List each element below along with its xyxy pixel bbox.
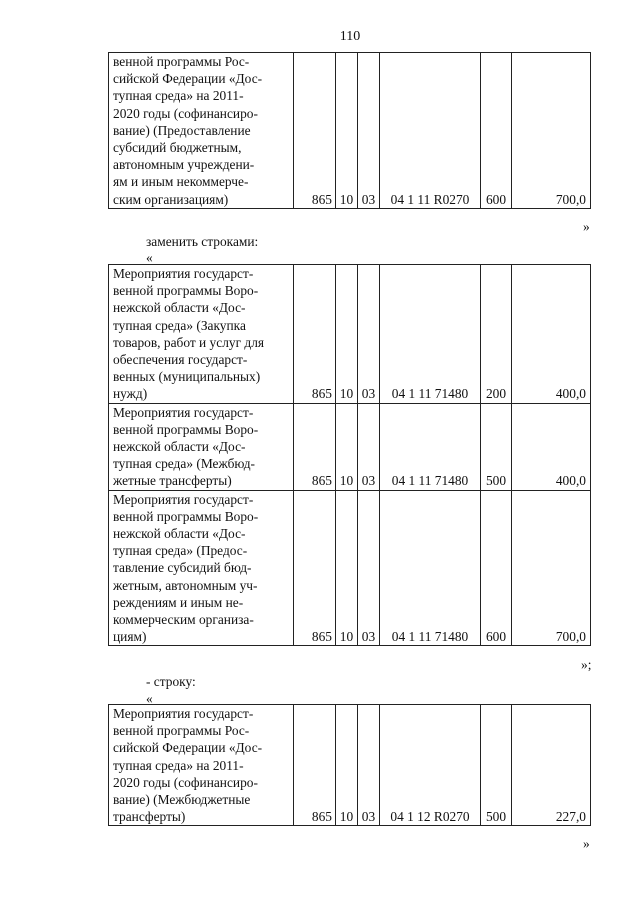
- opening-quote-1: «: [146, 250, 153, 265]
- section-code-cell: 10: [336, 705, 358, 826]
- description-line: тупная среда» (Закупка: [113, 317, 246, 333]
- description-line: сийской Федерации «Дос-: [113, 71, 263, 87]
- description-line: 2020 годы (софинансиро-: [113, 774, 258, 790]
- ministry-code-cell: 865: [294, 490, 336, 646]
- description-line: нежской области «Дос-: [113, 439, 246, 455]
- target-article-cell: 04 1 12 R0270: [380, 705, 481, 826]
- description-line: сийской Федерации «Дос-: [113, 740, 263, 756]
- amount-cell: 700,0: [512, 490, 591, 646]
- row-description: [109, 403, 294, 490]
- description-line: нежской области «Дос-: [113, 526, 246, 542]
- target-article-cell: 04 1 11 R0270: [380, 53, 481, 209]
- table-row: [109, 490, 591, 646]
- table-row: [109, 403, 591, 490]
- description-line: венной программы Воро-: [113, 421, 259, 437]
- description-line: Мероприятия государст-: [113, 266, 254, 281]
- description-line: тавление субсидий бюд-: [113, 560, 252, 576]
- row-description: [109, 490, 294, 646]
- amount-cell: 400,0: [512, 265, 591, 404]
- description-line: Мероприятия государст-: [113, 404, 254, 420]
- expense-type-cell: 200: [481, 265, 512, 404]
- subsection-code-cell: 03: [358, 490, 380, 646]
- description-line: венной программы Рос-: [113, 54, 250, 69]
- description-line: венной программы Рос-: [113, 723, 250, 739]
- description-line: субсидий бюджетным,: [113, 140, 242, 156]
- closing-quote-2: »;: [581, 657, 592, 672]
- description-line: венных (муниципальных): [113, 369, 261, 385]
- description-line: реждениям и иным не-: [113, 594, 244, 610]
- subsection-code-cell: 03: [358, 53, 380, 209]
- target-article-cell: 04 1 11 71480: [380, 403, 481, 490]
- description-line: автономным учреждени-: [113, 157, 255, 173]
- page-number: 110: [339, 29, 361, 44]
- ministry-code-cell: 865: [294, 53, 336, 209]
- expense-type-cell: 500: [481, 705, 512, 826]
- description-line: 2020 годы (софинансиро-: [113, 105, 258, 121]
- description-line: ским организациям): [113, 191, 229, 207]
- description-line: жетные трансферты): [113, 473, 232, 489]
- ministry-code-cell: 865: [294, 265, 336, 404]
- replace-with-rows-text: заменить строками:: [146, 234, 259, 249]
- budget-table-bottom: [108, 704, 591, 826]
- ministry-code-cell: 865: [294, 705, 336, 826]
- expense-type-cell: 500: [481, 403, 512, 490]
- description-line: циям): [113, 629, 147, 645]
- description-line: трансферты): [113, 809, 186, 825]
- description-line: коммерческим организа-: [113, 612, 254, 628]
- amount-cell: 700,0: [512, 53, 591, 209]
- description-line: венной программы Воро-: [113, 283, 259, 299]
- table-row: [109, 705, 591, 826]
- row-text: - строку:: [146, 674, 196, 689]
- description-line: Мероприятия государст-: [113, 706, 254, 721]
- ministry-code-cell: 865: [294, 403, 336, 490]
- description-line: обеспечения государст-: [113, 352, 248, 368]
- expense-type-cell: 600: [481, 53, 512, 209]
- row-description: [109, 705, 294, 826]
- subsection-code-cell: 03: [358, 265, 380, 404]
- row-description: [109, 265, 294, 404]
- target-article-cell: 04 1 11 71480: [380, 265, 481, 404]
- description-line: жетным, автономным уч-: [113, 577, 258, 593]
- description-line: нужд): [113, 386, 148, 402]
- opening-quote-2: «: [146, 691, 153, 706]
- row-description: [109, 53, 294, 209]
- section-code-cell: 10: [336, 265, 358, 404]
- description-line: тупная среда» (Предос-: [113, 543, 248, 559]
- budget-table-replacement: [108, 264, 591, 646]
- expense-type-cell: 600: [481, 490, 512, 646]
- subsection-code-cell: 03: [358, 403, 380, 490]
- section-code-cell: 10: [336, 403, 358, 490]
- table-row: [109, 53, 591, 209]
- closing-quote-1: »: [583, 219, 590, 234]
- description-line: нежской области «Дос-: [113, 300, 246, 316]
- section-code-cell: 10: [336, 490, 358, 646]
- description-line: Мероприятия государст-: [113, 491, 254, 507]
- description-line: тупная среда» (Межбюд-: [113, 456, 255, 472]
- table-row: [109, 265, 591, 404]
- description-line: венной программы Воро-: [113, 508, 259, 524]
- description-line: вание) (Предоставление: [113, 122, 251, 138]
- section-code-cell: 10: [336, 53, 358, 209]
- subsection-code-cell: 03: [358, 705, 380, 826]
- description-line: вание) (Межбюджетные: [113, 792, 251, 808]
- description-line: ям и иным некоммерче-: [113, 174, 249, 190]
- description-line: тупная среда» на 2011-: [113, 88, 244, 104]
- amount-cell: 227,0: [512, 705, 591, 826]
- description-line: товаров, работ и услуг для: [113, 334, 265, 350]
- closing-quote-3: »: [583, 836, 590, 851]
- target-article-cell: 04 1 11 71480: [380, 490, 481, 646]
- budget-table-top: [108, 52, 591, 209]
- description-line: тупная среда» на 2011-: [113, 757, 244, 773]
- amount-cell: 400,0: [512, 403, 591, 490]
